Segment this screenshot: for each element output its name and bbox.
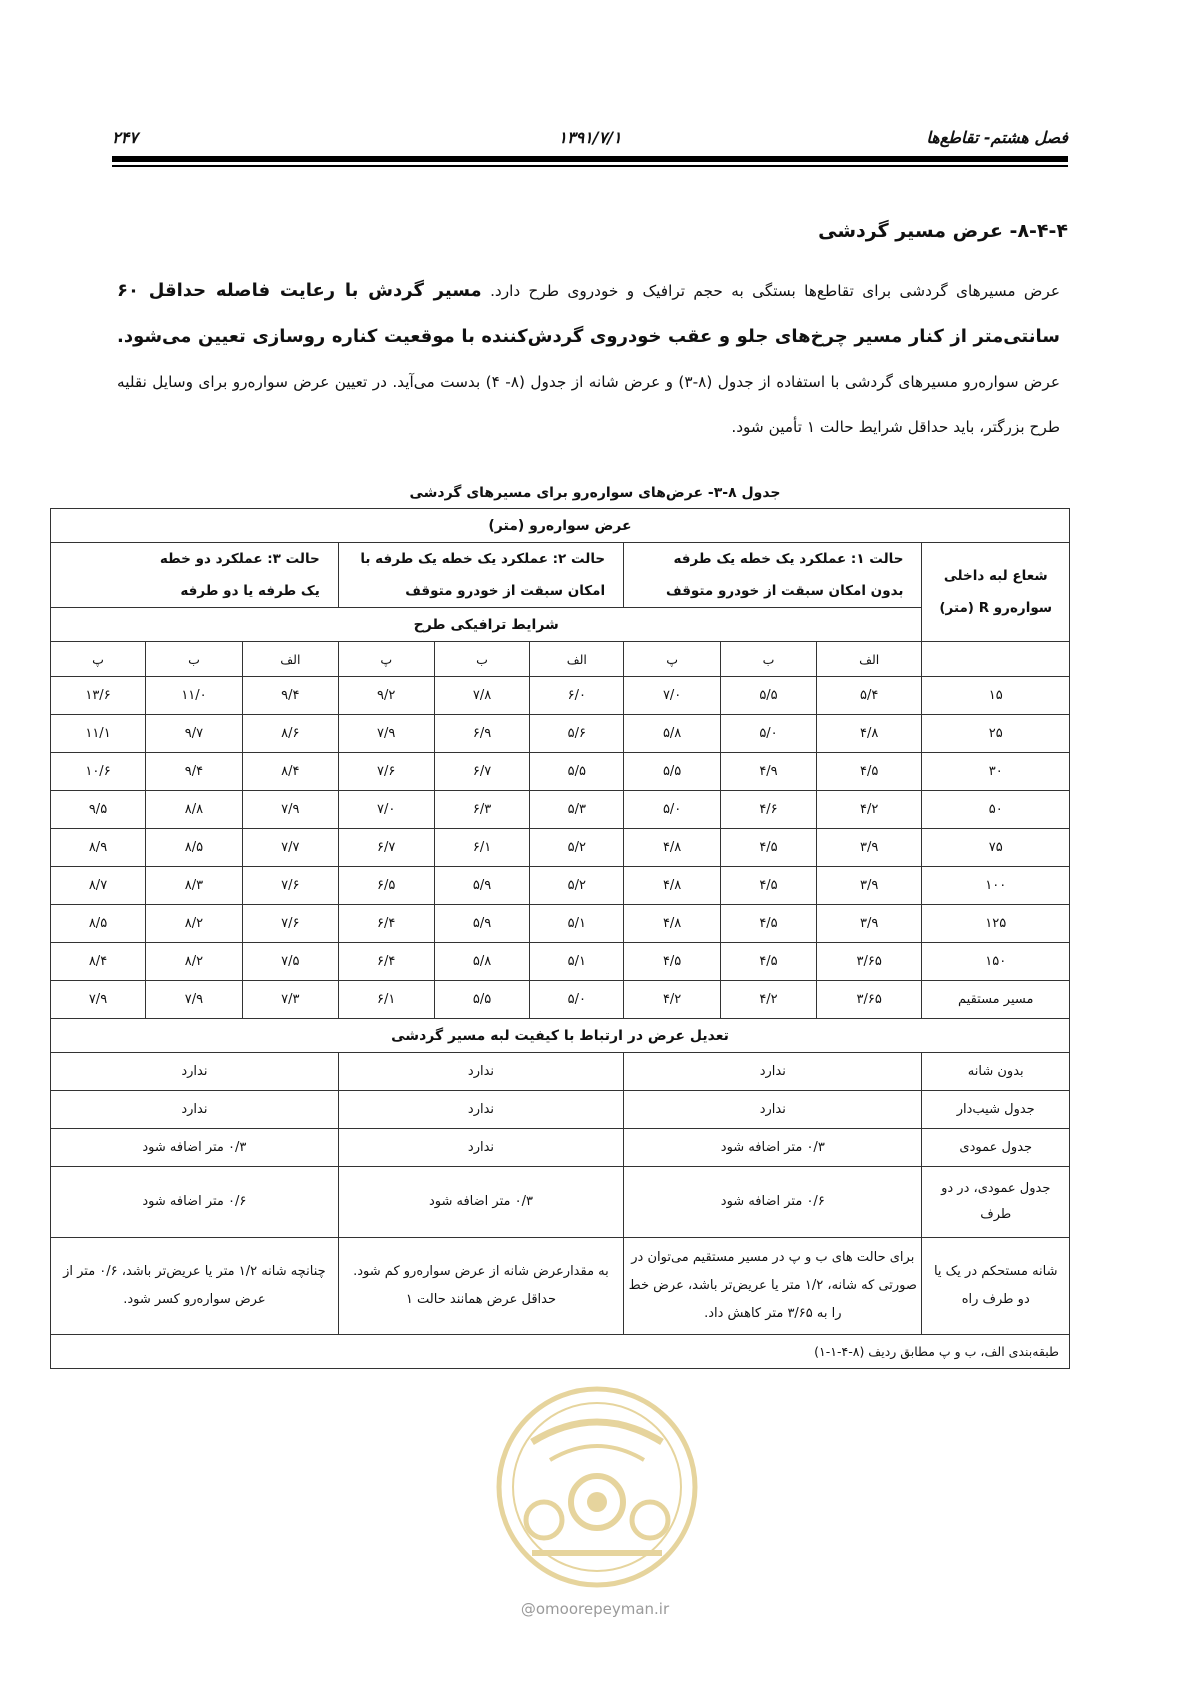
width-value-cell: ۳/۹	[816, 905, 922, 943]
table-row	[51, 981, 1070, 1019]
table-row	[51, 791, 1070, 829]
width-value-cell: ۴/۲	[624, 981, 721, 1019]
width-value-cell: ۵/۸	[434, 943, 530, 981]
mode-3-line-1: حالت ۳: عملکرد دو خطه	[159, 551, 320, 567]
width-value-cell: ۸/۵	[51, 905, 146, 943]
width-value-cell: ۷/۹	[242, 791, 338, 829]
width-value-cell: ۵/۵	[721, 677, 817, 715]
width-value-cell: ۷/۹	[51, 981, 146, 1019]
width-value-cell: ۴/۵	[721, 905, 817, 943]
width-value-cell: ۶/۴	[338, 943, 434, 981]
width-value-cell: ۸/۲	[146, 943, 243, 981]
sub-label-cell: پ	[338, 642, 434, 677]
modification-m3-cell: چنانچه شانه ۱/۲ متر یا عریض‌تر باشد، ۰/۶ متر از عرض سواره‌رو کسر شود.	[51, 1238, 339, 1335]
width-value-cell: ۴/۸	[816, 715, 922, 753]
width-value-cell: ۷/۹	[146, 981, 243, 1019]
width-value-cell: ۶/۱	[434, 829, 530, 867]
width-value-cell: ۵/۲	[530, 829, 624, 867]
width-value-cell: ۷/۰	[338, 791, 434, 829]
modification-m1-cell: ندارد	[624, 1053, 922, 1091]
para-text-1: عرض مسیرهای گردشی برای تقاطع‌ها بستگی به حجم ترافیک و خودروی طرح دارد.	[481, 282, 1060, 300]
mode-2-line-2: امکان سبقت از خودرو متوقف	[405, 583, 606, 599]
table-row	[51, 905, 1070, 943]
width-value-cell: ۶/۹	[434, 715, 530, 753]
radius-header	[922, 543, 1070, 642]
width-value-cell: ۷/۶	[242, 867, 338, 905]
table-row	[51, 677, 1070, 715]
width-value-cell: ۷/۷	[242, 829, 338, 867]
header-rule-thick	[112, 156, 1068, 162]
width-value-cell: ۱۱/۱	[51, 715, 146, 753]
width-value-cell: ۹/۴	[242, 677, 338, 715]
modification-row	[51, 1238, 1070, 1335]
width-value-cell: ۴/۹	[721, 753, 817, 791]
width-value-cell: ۵/۵	[530, 753, 624, 791]
radius-cell: ۱۵۰	[922, 943, 1070, 981]
width-value-cell: ۷/۶	[338, 753, 434, 791]
section-paragraph	[117, 268, 1060, 450]
modification-row	[51, 1053, 1070, 1091]
modification-m3-cell: ۰/۳ متر اضافه شود	[51, 1129, 339, 1167]
para-bold-text: مسیر گردش با رعایت فاصله حداقل ۶۰ سانتی‌متر از کنار مسیر چرخ‌های جلو و عقب خودروی گردش‌کننده با موقعیت کناره روسازی تعیین می‌شود.	[117, 280, 1060, 347]
modification-m3-cell: ندارد	[51, 1053, 339, 1091]
mode-2-header	[338, 543, 623, 608]
sub-label-cell: الف	[242, 642, 338, 677]
width-value-cell: ۹/۲	[338, 677, 434, 715]
width-value-cell: ۷/۰	[624, 677, 721, 715]
width-value-cell: ۵/۰	[721, 715, 817, 753]
width-value-cell: ۹/۷	[146, 715, 243, 753]
table-row	[51, 715, 1070, 753]
watermark-url: @omoorepeyman.ir	[520, 1600, 670, 1618]
watermark-logo-icon	[492, 1382, 702, 1592]
sub-label-cell: پ	[624, 642, 721, 677]
width-value-cell: ۸/۶	[242, 715, 338, 753]
modification-m1-cell: ۰/۳ متر اضافه شود	[624, 1129, 922, 1167]
edge-condition-cell: جدول عمودی، در دو طرف	[922, 1167, 1070, 1238]
table-footnote: طبقه‌بندی الف، ب و پ مطابق ردیف (۸-۴-۱-۱)	[51, 1335, 1070, 1369]
width-value-cell: ۶/۷	[338, 829, 434, 867]
section-title: ۸-۴-۴- عرض مسیر گردشی	[818, 220, 1068, 242]
width-value-cell: ۶/۵	[338, 867, 434, 905]
width-value-cell: ۵/۱	[530, 905, 624, 943]
width-value-cell: ۵/۰	[530, 981, 624, 1019]
radius-cell: ۱۰۰	[922, 867, 1070, 905]
width-value-cell: ۸/۳	[146, 867, 243, 905]
modification-row	[51, 1091, 1070, 1129]
radius-cell: ۵۰	[922, 791, 1070, 829]
width-value-cell: ۸/۴	[242, 753, 338, 791]
mode-1-line-1: حالت ۱: عملکرد یک خطه یک طرفه	[673, 551, 904, 567]
modification-m3-cell: ندارد	[51, 1091, 339, 1129]
mode-2-line-1: حالت ۲: عملکرد یک خطه یک طرفه با	[360, 551, 606, 567]
top-header: عرض سواره‌رو (متر)	[51, 509, 1070, 543]
sub-label-cell: ب	[146, 642, 243, 677]
radius-header-line-2: سواره‌رو R (متر)	[939, 600, 1053, 616]
radius-cell: ۳۰	[922, 753, 1070, 791]
width-value-cell: ۶/۱	[338, 981, 434, 1019]
modification-m2-cell: ندارد	[338, 1053, 623, 1091]
table-row	[51, 867, 1070, 905]
width-value-cell: ۴/۲	[816, 791, 922, 829]
edge-condition-cell: جدول شیب‌دار	[922, 1091, 1070, 1129]
width-value-cell: ۶/۰	[530, 677, 624, 715]
width-value-cell: ۸/۹	[51, 829, 146, 867]
width-value-cell: ۶/۷	[434, 753, 530, 791]
width-value-cell: ۴/۵	[721, 943, 817, 981]
width-value-cell: ۴/۸	[624, 829, 721, 867]
width-value-cell: ۷/۹	[338, 715, 434, 753]
width-value-cell: ۴/۲	[721, 981, 817, 1019]
sub-label-cell: الف	[816, 642, 922, 677]
width-value-cell: ۴/۸	[624, 867, 721, 905]
modification-row	[51, 1129, 1070, 1167]
mode-3-header	[51, 543, 339, 608]
sub-label-empty	[922, 642, 1070, 677]
width-value-cell: ۵/۲	[530, 867, 624, 905]
modification-m1-cell: ۰/۶ متر اضافه شود	[624, 1167, 922, 1238]
header-date: ۱۳۹۱/۷/۱	[558, 128, 622, 147]
width-value-cell: ۵/۵	[624, 753, 721, 791]
table-row	[51, 943, 1070, 981]
width-value-cell: ۶/۳	[434, 791, 530, 829]
width-value-cell: ۵/۹	[434, 905, 530, 943]
edge-condition-cell: شانه مستحکم در یک یا دو طرف راه	[922, 1238, 1070, 1335]
width-value-cell: ۸/۸	[146, 791, 243, 829]
modification-m2-cell: ندارد	[338, 1091, 623, 1129]
width-value-cell: ۱۳/۶	[51, 677, 146, 715]
width-value-cell: ۵/۶	[530, 715, 624, 753]
width-value-cell: ۵/۵	[434, 981, 530, 1019]
radius-header-line-1: شعاع لبه داخلی	[943, 568, 1048, 584]
width-value-cell: ۴/۸	[624, 905, 721, 943]
radius-cell: ۱۵	[922, 677, 1070, 715]
width-value-cell: ۸/۵	[146, 829, 243, 867]
width-value-cell: ۱۱/۰	[146, 677, 243, 715]
sub-label-row	[51, 642, 1070, 677]
page-header	[112, 128, 1068, 150]
table-row	[51, 753, 1070, 791]
width-value-cell: ۷/۶	[242, 905, 338, 943]
width-value-cell: ۳/۹	[816, 829, 922, 867]
carriageway-width-table	[50, 508, 1070, 1369]
sub-label-cell: پ	[51, 642, 146, 677]
mode-1-header	[624, 543, 922, 608]
width-value-cell: ۵/۴	[816, 677, 922, 715]
radius-cell: ۷۵	[922, 829, 1070, 867]
width-value-cell: ۹/۴	[146, 753, 243, 791]
radius-cell: ۲۵	[922, 715, 1070, 753]
width-value-cell: ۸/۷	[51, 867, 146, 905]
mode-3-line-2: یک طرفه یا دو طرفه	[180, 583, 320, 599]
width-value-cell: ۷/۸	[434, 677, 530, 715]
width-value-cell: ۵/۸	[624, 715, 721, 753]
modification-m1-cell: برای حالت های ب و پ در مسیر مستقیم می‌توان در صورتی که شانه، ۱/۲ متر یا عریض‌تر باشد، عرض خط را به ۳/۶۵ متر کاهش داد.	[624, 1238, 922, 1335]
modification-m2-cell: به مقدارعرض شانه از عرض سواره‌رو کم شود. حداقل عرض همانند حالت ۱	[338, 1238, 623, 1335]
width-value-cell: ۴/۵	[721, 829, 817, 867]
page-number: ۲۴۷	[112, 128, 138, 147]
sub-label-cell: الف	[530, 642, 624, 677]
edge-condition-cell: جدول عمودی	[922, 1129, 1070, 1167]
sub-label-cell: ب	[721, 642, 817, 677]
width-value-cell: ۱۰/۶	[51, 753, 146, 791]
radius-cell: ۱۲۵	[922, 905, 1070, 943]
width-value-cell: ۶/۴	[338, 905, 434, 943]
width-value-cell: ۴/۵	[624, 943, 721, 981]
edge-condition-cell: بدون شانه	[922, 1053, 1070, 1091]
width-value-cell: ۸/۲	[146, 905, 243, 943]
modification-m3-cell: ۰/۶ متر اضافه شود	[51, 1167, 339, 1238]
header-rule-thin	[112, 165, 1068, 167]
modification-header: تعدیل عرض در ارتباط با کیفیت لبه مسیر گردشی	[51, 1019, 1070, 1053]
traffic-conditions-header: شرایط ترافیکی طرح	[51, 608, 922, 642]
para-text-2: عرض سواره‌رو مسیرهای گردشی با استفاده از جدول (۸-۳) و عرض شانه از جدول (۸- ۴) بدست می‌آید. در تعیین عرض سواره‌رو برای وسایل نقلیه طرح بزرگتر، باید حداقل شرایط حالت ۱ تأمین شود.	[117, 373, 1060, 436]
sub-label-cell: ب	[434, 642, 530, 677]
modification-row	[51, 1167, 1070, 1238]
modification-m1-cell: ندارد	[624, 1091, 922, 1129]
width-value-cell: ۳/۶۵	[816, 981, 922, 1019]
width-value-cell: ۳/۶۵	[816, 943, 922, 981]
width-value-cell: ۵/۳	[530, 791, 624, 829]
width-value-cell: ۴/۵	[816, 753, 922, 791]
width-value-cell: ۸/۴	[51, 943, 146, 981]
table-row	[51, 829, 1070, 867]
width-value-cell: ۴/۵	[721, 867, 817, 905]
width-value-cell: ۹/۵	[51, 791, 146, 829]
width-value-cell: ۵/۹	[434, 867, 530, 905]
width-value-cell: ۳/۹	[816, 867, 922, 905]
radius-cell: مسیر مستقیم	[922, 981, 1070, 1019]
modification-m2-cell: ۰/۳ متر اضافه شود	[338, 1167, 623, 1238]
width-value-cell: ۵/۱	[530, 943, 624, 981]
modification-m2-cell: ندارد	[338, 1129, 623, 1167]
width-value-cell: ۵/۰	[624, 791, 721, 829]
table-caption: جدول ۸-۳- عرض‌های سواره‌رو برای مسیرهای گردشی	[409, 485, 781, 501]
width-value-cell: ۷/۵	[242, 943, 338, 981]
width-value-cell: ۷/۳	[242, 981, 338, 1019]
chapter-title: فصل هشتم- تقاطع‌ها	[926, 128, 1068, 147]
mode-1-line-2: بدون امکان سبقت از خودرو متوقف	[666, 583, 904, 599]
width-value-cell: ۴/۶	[721, 791, 817, 829]
